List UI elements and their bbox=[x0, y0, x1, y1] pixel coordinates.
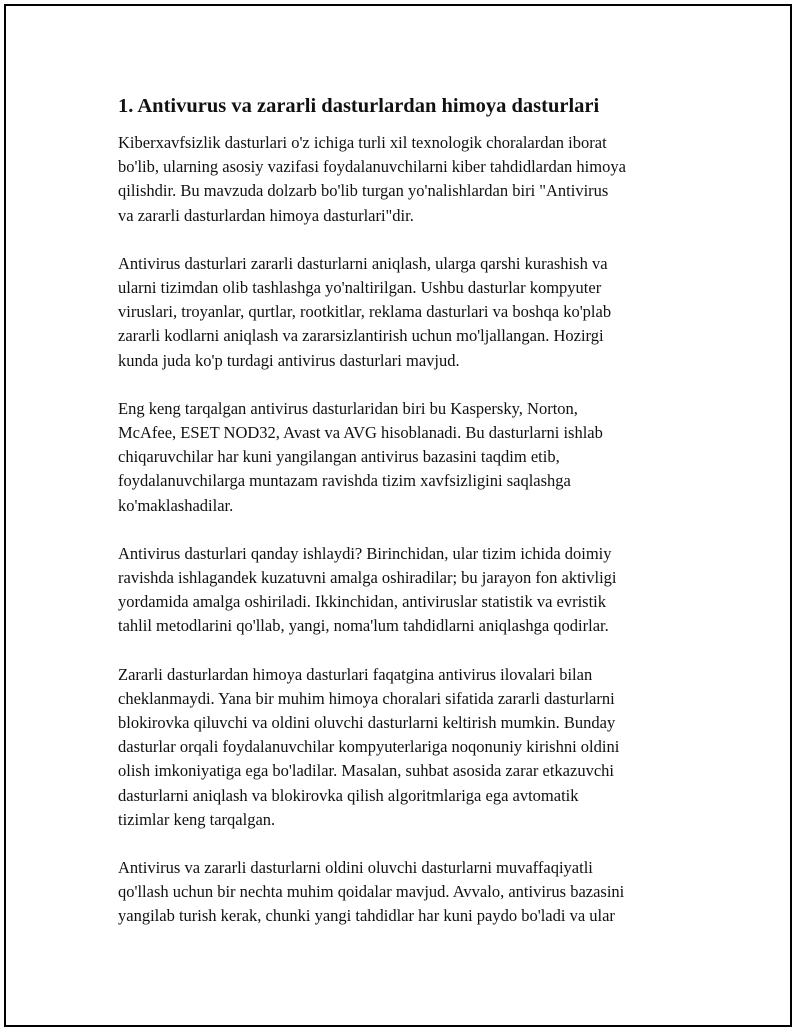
text-line: chiqaruvchilar har kuni yangilangan antivirus bazasini taqdim etib, bbox=[118, 447, 560, 467]
text-line: va zararli dasturlardan himoya dasturlari"dir. bbox=[118, 205, 414, 225]
paragraph bbox=[118, 131, 688, 228]
paragraph bbox=[118, 252, 688, 373]
text-line: zararli kodlarni aniqlash va zararsizlantirish uchun mo'ljallangan. Hozirgi bbox=[118, 326, 604, 346]
text-line: dasturlar orqali foydalanuvchilar kompyuterlariga noqonuniy kirishni oldini bbox=[118, 737, 620, 757]
paragraph-list bbox=[118, 131, 688, 929]
text-line: olish imkoniyatiga ega bo'ladilar. Masalan, suhbat asosida zarar etkazuvchi bbox=[118, 761, 614, 781]
text-line: Kiberxavfsizlik dasturlari o'z ichiga turli xil texnologik choralardan iborat bbox=[118, 133, 607, 152]
text-line: yangilab turish kerak, chunki yangi tahdidlar har kuni paydo bo'ladi va ular bbox=[118, 906, 615, 926]
paragraph bbox=[118, 663, 688, 832]
text-line: qo'llash uchun bir nechta muhim qoidalar mavjud. Avvalo, antivirus bazasini bbox=[118, 882, 625, 902]
text-line: bo'lib, ularning asosiy vazifasi foydalanuvchilarni kiber tahdidlardan himoya bbox=[118, 157, 626, 177]
text-line: kunda juda ko'p turdagi antivirus dasturlari mavjud. bbox=[118, 350, 460, 370]
text-line: Antivirus dasturlari zararli dasturlarni aniqlash, ularga qarshi kurashish va bbox=[118, 253, 608, 273]
text-line: ravishda ishlagandek kuzatuvni amalga oshiradilar; bu jarayon fon aktivligi bbox=[118, 568, 617, 588]
text-line: yordamida amalga oshiriladi. Ikkinchidan, antiviruslar statistik va evristik bbox=[118, 592, 607, 612]
text-line: cheklanmaydi. Yana bir muhim himoya choralari sifatida zararli dasturlarni bbox=[118, 688, 615, 708]
text-line: Antivirus dasturlari qanday ishlaydi? Birinchidan, ular tizim ichida doimiy bbox=[118, 543, 612, 563]
text-line: ko'maklashadilar. bbox=[118, 495, 234, 515]
paragraph bbox=[118, 856, 688, 929]
text-line: foydalanuvchilarga muntazam ravishda tizim xavfsizligini saqlashga bbox=[118, 471, 571, 491]
text-line: blokirovka qiluvchi va oldini oluvchi dasturlarni keltirish mumkin. Bunday bbox=[118, 713, 616, 733]
text-line: qilishdir. Bu mavzuda dolzarb bo'lib turgan yo'nalishlardan biri "Antivirus bbox=[118, 181, 609, 201]
text-line: dasturlarni aniqlash va blokirovka qilish algoritmlariga ega avtomatik bbox=[118, 785, 579, 805]
text-line: Eng keng tarqalgan antivirus dasturlaridan biri bu Kaspersky, Norton, bbox=[118, 398, 578, 418]
text-line: tizimlar keng tarqalgan. bbox=[118, 809, 276, 829]
document-body bbox=[118, 93, 688, 953]
text-line: Antivirus va zararli dasturlarni oldini oluvchi dasturlarni muvaffaqiyatli bbox=[118, 858, 593, 878]
text-line: McAfee, ESET NOD32, Avast va AVG hisoblanadi. Bu dasturlarni ishlab bbox=[118, 423, 603, 443]
section-heading: 1. Antivurus va zararli dasturlardan himoya dasturlari bbox=[118, 95, 600, 117]
text-line: viruslari, troyanlar, qurtlar, rootkitlar, reklama dasturlari va boshqa ko'plab bbox=[118, 302, 612, 322]
paragraph bbox=[118, 542, 688, 639]
paragraph bbox=[118, 397, 688, 518]
text-line: tahlil metodlarini qo'llab, yangi, noma'lum tahdidlarni aniqlashga qodirlar. bbox=[118, 616, 609, 636]
text-line: Zararli dasturlardan himoya dasturlari faqatgina antivirus ilovalari bilan bbox=[118, 664, 593, 684]
text-line: ularni tizimdan olib tashlashga yo'naltirilgan. Ushbu dasturlar kompyuter bbox=[118, 278, 602, 298]
